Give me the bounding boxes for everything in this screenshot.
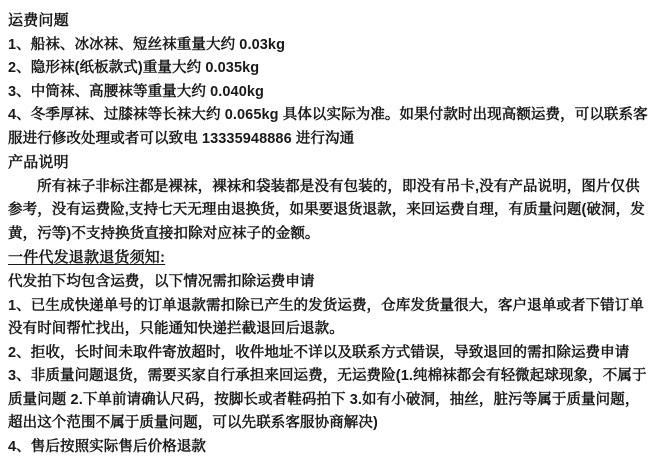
refund-item-3: 3、非质量问题退货，需要买家自行承担来回运费，无运费险(1.纯棉袜都会有轻微起球现象，不属于质量问题 2.下单前请确认尺码，按脚长或者鞋码拍下 3.如有小破洞，抽丝，脏污等属于质量问题，超出这个范围不属于质量问题，可以先联系客服协商解决)	[8, 368, 647, 432]
shipping-line-3: 3、中筒袜、高腰袜等重量大约 0.040kg	[8, 83, 264, 100]
section-heading-product-description: 产品说明	[8, 154, 69, 172]
shipping-line-4: 4、冬季厚袜、过膝袜等长袜大约 0.065kg 具体以实际为准。如果付款时出现高额运费，可以联系客服进行修改处理或者可以致电 13335948886 进行沟通	[8, 107, 648, 147]
section-heading-dropship-refund-notice: 一件代发退款退货须知:	[8, 249, 166, 267]
refund-item-4: 4、售后按照实际售后价格退款	[8, 438, 206, 455]
refund-item-1: 1、已生成快递单号的订单退款需扣除已产生的发货运费，仓库发货量很大，客户退单或者下错订单没有时间帮忙找出，只能通知快递拦截退回后退款。	[8, 297, 644, 338]
product-description-body: 所有袜子非标注都是裸袜，裸袜和袋装都是没有包装的，即没有吊卡,没有产品说明，图片仅供参考，没有运费险,支持七天无理由退换货，如果要退货退款，来回运费自理，有质量问题(破洞，发黄，污等)不支持换货直接扣除对应袜子的金额。	[8, 178, 645, 242]
section-dropship-refund-notice	[8, 247, 652, 459]
section-product-description	[8, 152, 652, 246]
section-heading-shipping-issues: 运费问题	[8, 12, 69, 29]
refund-intro-line: 代发拍下均包含运费，以下情况需扣除运费申请	[8, 274, 315, 291]
refund-item-2: 2、拒收，长时间未取件寄放超时，收件地址不详以及联系方式错误，导致退回的需扣除运费申请	[8, 344, 630, 361]
shipping-line-2: 2、隐形袜(纸板款式)重量大约 0.035kg	[8, 60, 260, 77]
section-shipping-issues	[8, 10, 652, 151]
shipping-line-1: 1、船袜、冰冰袜、短丝袜重量大约 0.03kg	[8, 36, 286, 53]
